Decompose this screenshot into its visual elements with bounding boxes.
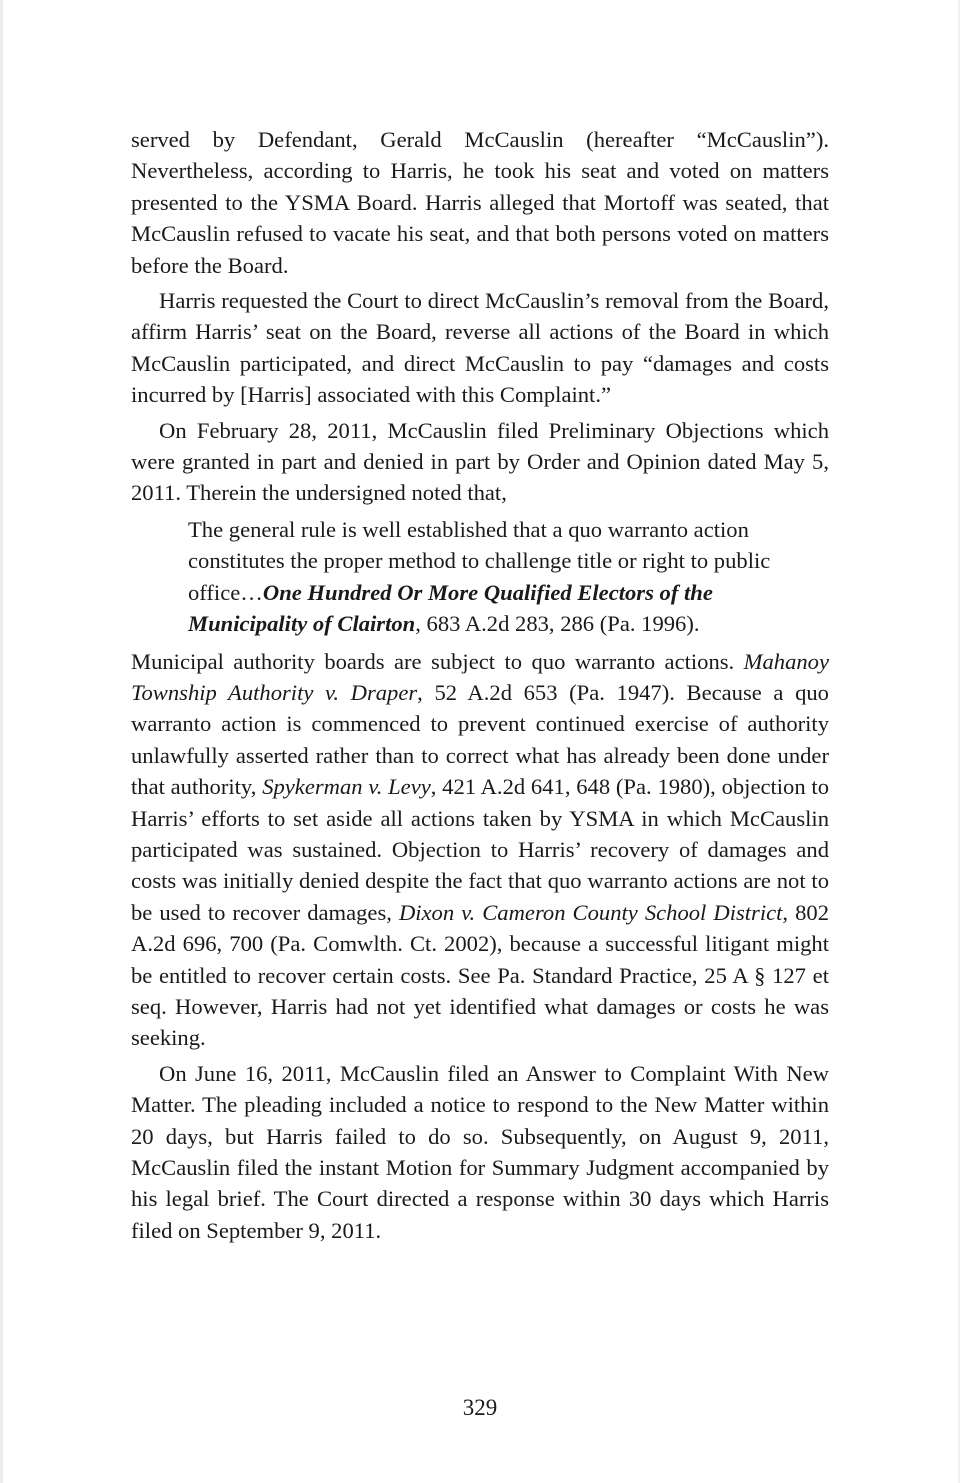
text-run: Harris requested the Court to direct McCauslin’s removal from the Board, affirm Harris’ seat on the Board, reverse all actions of the Board in which McCauslin participated, and direct McCauslin to pay “damages and costs incurred by [Harris] associated with this Complaint.” <box>131 288 829 408</box>
paragraph <box>131 646 829 1054</box>
paragraph <box>131 285 829 411</box>
block-quote <box>188 514 772 640</box>
text-run: , 52 A.2d 653 (Pa. 1947). Because a quo warranto action is commenced to prevent continued exercise of authority unlawfully asserted rather than to correct what has already been done under that authority, <box>131 679 829 800</box>
case-citation: Dixon v. Cameron County School District <box>398 899 783 925</box>
body-text <box>131 124 829 1250</box>
paragraph <box>131 415 829 509</box>
text-run: , 421 A.2d 641, 648 (Pa. 1980), objection to Harris’ efforts to set aside all actions taken by YSMA in which McCauslin participated was sustained. Objection to Harris’ recovery of damages and costs was initially denied despite the fact that quo warranto actions are not to be used to recover damages, <box>131 774 829 925</box>
text-run: The general rule is well established that a quo warranto action constitutes the proper method to challenge title or right to public office… <box>188 516 771 605</box>
case-citation: Spykerman v. Levy <box>262 774 431 800</box>
text-run: , 683 A.2d 283, 286 (Pa. 1996). <box>415 611 700 637</box>
paragraph <box>131 1058 829 1246</box>
text-run: On February 28, 2011, McCauslin filed Preliminary Objections which were granted in part and denied in part by Order and Opinion dated May 5, 2011. Therein the undersigned noted that, <box>131 417 829 506</box>
page-number: 329 <box>462 1395 498 1420</box>
case-citation: One Hundred Or More Qualified Electors of the Municipality of Clairton <box>188 579 713 637</box>
case-citation: Mahanoy Township Authority v. Draper <box>131 648 829 705</box>
text-run: Municipal authority boards are subject to quo warranto actions. <box>131 648 744 674</box>
text-run: served by Defendant, Gerald McCauslin (hereafter “McCauslin”). Nevertheless, according to Harris, he took his seat and voted on matters presented to the YSMA Board. Harris alleged that Mortoff was seated, that McCauslin refused to vacate his seat, and that both persons voted on matters before the Board. <box>131 127 829 278</box>
paragraph <box>131 124 829 281</box>
text-run: , 802 A.2d 696, 700 (Pa. Comwlth. Ct. 2002), because a successful litigant might be entitled to recover certain costs. See Pa. Standard Practice, 25 A § 127 et seq. However, Harris had not yet identified what damages or costs he was seeking. <box>131 899 830 1051</box>
text-run: On June 16, 2011, McCauslin filed an Answer to Complaint With New Matter. The pleading included a notice to respond to the New Matter within 20 days, but Harris failed to do so. Subsequently, on August 9, 2011, McCauslin filed the instant Motion for Summary Judgment accompanied by his legal brief. The Court directed a response within 30 days which Harris filed on September 9, 2011. <box>131 1060 829 1243</box>
page-edge-left <box>0 0 3 1483</box>
